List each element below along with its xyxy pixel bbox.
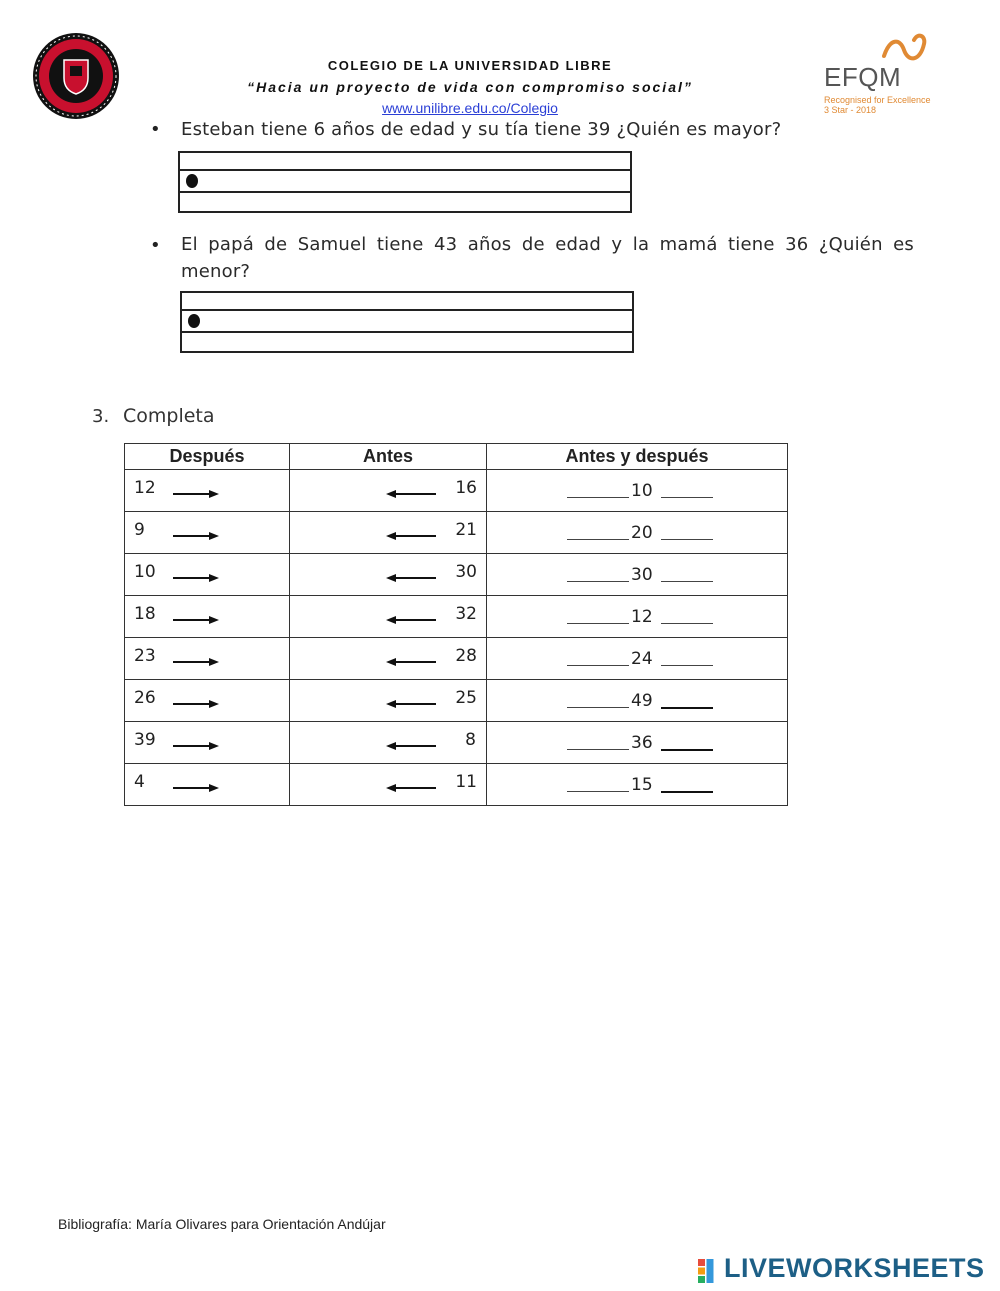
arrow-right-icon [173, 783, 219, 793]
pencil-dot-icon [186, 174, 198, 188]
antes-number: 25 [455, 688, 477, 708]
question-1-input[interactable] [202, 171, 626, 193]
table-row [125, 722, 788, 764]
header-antes: Antes [290, 444, 487, 470]
despues-cell[interactable] [125, 554, 290, 596]
antes-y-despues-cell [487, 680, 788, 722]
blank-before[interactable] [567, 665, 629, 666]
arrow-left-icon [386, 489, 436, 499]
arrow-right-icon [173, 615, 219, 625]
table-row [125, 470, 788, 512]
despues-number: 18 [134, 604, 156, 624]
table-row [125, 764, 788, 806]
antes-cell[interactable] [290, 722, 487, 764]
middle-number: 12 [631, 607, 653, 627]
antes-number: 28 [455, 646, 477, 666]
middle-number: 10 [631, 481, 653, 501]
middle-number: 15 [631, 775, 653, 795]
arrow-left-icon [386, 783, 436, 793]
antes-number: 21 [455, 520, 477, 540]
despues-cell[interactable] [125, 638, 290, 680]
antes-cell[interactable] [290, 596, 487, 638]
antes-number: 32 [455, 604, 477, 624]
arrow-right-icon [173, 531, 219, 541]
liveworksheets-icon [698, 1259, 722, 1283]
question-2-text-line1: El papá de Samuel tiene 43 años de edad y la mamá tiene 36 ¿Quién es [181, 234, 914, 255]
antes-cell[interactable] [290, 680, 487, 722]
header-antes-y-despues: Antes y después [487, 444, 788, 470]
question-1-answer-box[interactable] [178, 151, 632, 213]
bullet-icon: • [150, 235, 161, 256]
antes-y-despues-cell [487, 512, 788, 554]
efqm-logo-text: EFQM [824, 62, 902, 92]
blank-before[interactable] [567, 749, 629, 750]
blank-before[interactable] [567, 707, 629, 708]
blank-before[interactable] [567, 791, 629, 792]
middle-number: 30 [631, 565, 653, 585]
school-name: COLEGIO DE LA UNIVERSIDAD LIBRE [327, 58, 613, 73]
middle-number: 20 [631, 523, 653, 543]
school-motto: “Hacia un proyecto de vida con compromiso social” [247, 79, 693, 95]
header-despues: Después [125, 444, 290, 470]
bullet-icon: • [150, 119, 161, 140]
despues-number: 39 [134, 730, 156, 750]
section-title: Completa [123, 405, 215, 427]
question-2-input[interactable] [204, 311, 628, 333]
question-1-text: Esteban tiene 6 años de edad y su tía tiene 39 ¿Quién es mayor? [181, 119, 782, 140]
table-header-row [125, 444, 788, 470]
completa-table [124, 443, 788, 806]
blank-before[interactable] [567, 581, 629, 582]
antes-number: 30 [455, 562, 477, 582]
antes-y-despues-cell [487, 554, 788, 596]
despues-cell[interactable] [125, 512, 290, 554]
antes-cell[interactable] [290, 638, 487, 680]
arrow-left-icon [386, 531, 436, 541]
blank-before[interactable] [567, 539, 629, 540]
blank-after[interactable] [661, 497, 713, 498]
efqm-recognition: Recognised for Excellence [824, 95, 931, 105]
despues-number: 4 [134, 772, 145, 792]
blank-after[interactable] [661, 665, 713, 666]
antes-number: 16 [455, 478, 477, 498]
despues-number: 23 [134, 646, 156, 666]
despues-cell[interactable] [125, 764, 290, 806]
arrow-left-icon [386, 741, 436, 751]
despues-number: 12 [134, 478, 156, 498]
table-row [125, 638, 788, 680]
liveworksheets-brand: LIVEWORKSHEETS [724, 1253, 985, 1283]
arrow-right-icon [173, 699, 219, 709]
antes-y-despues-cell [487, 470, 788, 512]
blank-before[interactable] [567, 623, 629, 624]
bibliography-note: Bibliografía: María Olivares para Orientación Andújar [58, 1216, 386, 1232]
blank-after[interactable] [661, 581, 713, 582]
antes-cell[interactable] [290, 764, 487, 806]
despues-number: 9 [134, 520, 145, 540]
blank-after[interactable] [661, 707, 713, 709]
question-2-answer-box[interactable] [180, 291, 634, 353]
despues-cell[interactable] [125, 722, 290, 764]
antes-cell[interactable] [290, 470, 487, 512]
blank-after[interactable] [661, 539, 713, 540]
middle-number: 24 [631, 649, 653, 669]
antes-number: 11 [455, 772, 477, 792]
efqm-infinity-icon [878, 30, 930, 66]
arrow-right-icon [173, 489, 219, 499]
despues-number: 10 [134, 562, 156, 582]
despues-number: 26 [134, 688, 156, 708]
arrow-right-icon [173, 657, 219, 667]
antes-number: 8 [465, 730, 476, 750]
arrow-left-icon [386, 573, 436, 583]
question-2-text-line2: menor? [181, 261, 251, 282]
despues-cell[interactable] [125, 596, 290, 638]
antes-cell[interactable] [290, 554, 487, 596]
antes-y-despues-cell [487, 638, 788, 680]
blank-after[interactable] [661, 791, 713, 793]
blank-before[interactable] [567, 497, 629, 498]
despues-cell[interactable] [125, 680, 290, 722]
antes-y-despues-cell [487, 764, 788, 806]
arrow-right-icon [173, 741, 219, 751]
blank-after[interactable] [661, 749, 713, 751]
pencil-dot-icon [188, 314, 200, 328]
middle-number: 36 [631, 733, 653, 753]
section-number: 3. [92, 406, 110, 427]
despues-cell[interactable] [125, 470, 290, 512]
antes-y-despues-cell [487, 596, 788, 638]
school-url-link[interactable]: www.unilibre.edu.co/Colegio [382, 100, 558, 116]
efqm-year: 3 Star - 2018 [824, 105, 877, 115]
middle-number: 49 [631, 691, 653, 711]
arrow-left-icon [386, 615, 436, 625]
arrow-left-icon [386, 657, 436, 667]
blank-after[interactable] [661, 623, 713, 624]
table-row [125, 596, 788, 638]
antes-cell[interactable] [290, 512, 487, 554]
arrow-right-icon [173, 573, 219, 583]
table-row [125, 512, 788, 554]
arrow-left-icon [386, 699, 436, 709]
table-row [125, 680, 788, 722]
table-row [125, 554, 788, 596]
antes-y-despues-cell [487, 722, 788, 764]
